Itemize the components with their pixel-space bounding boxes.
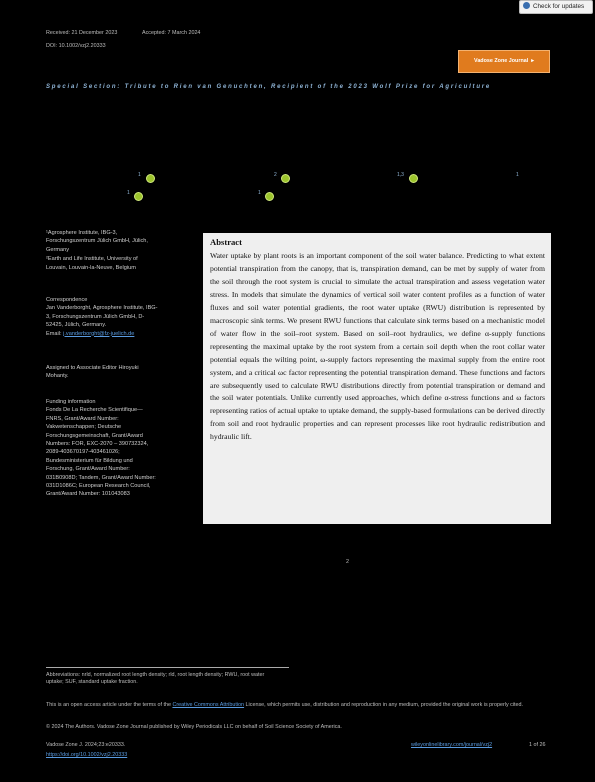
affiliation-marker: 1 <box>516 172 519 178</box>
copyright: © 2024 The Authors. Vadose Zone Journal published by Wiley Periodicals LLC on behalf of Soil Science Society of America. <box>46 724 342 730</box>
journal-site-link[interactable]: wileyonlinelibrary.com/journal/vzj2 <box>411 742 493 748</box>
abstract-title: Abstract <box>210 237 242 247</box>
assigned-editor: Assigned to Associate Editor Hiroyuki Mohanty. <box>46 365 139 380</box>
accepted-date: Accepted: 7 March 2024 <box>142 30 201 36</box>
affiliation-1: ¹Agrosphere Institute, IBG-3, Forschungszentrum Jülich GmbH, Jülich, Germany <box>46 230 148 253</box>
journal-badge-label: Vadose Zone Journal <box>474 58 529 64</box>
affiliation-marker: 2 <box>274 172 277 178</box>
funding-body: Fonds De La Recherche Scientifique—FNRS, Grant/Award Number: Vakwetenschappen; Deutsche Forschungsgemeinschaft, Grant/Award Numbers: FOR, EXC-2070 – 390732324, 2089-403670197-403461026; Bundesministerium für Bildung und Forschung, Grant/Award Number: 031B0908D; Tandem, Grant/Award Number: 031D1086C; European Research Council, Grant/Award Number: 101043083 <box>46 407 156 498</box>
correspondence-body: Jan Vanderborght, Agrosphere Institute, IBG-3, Forschungszentrum Jülich GmbH, D-52425, Jülich, Germany. <box>46 305 158 329</box>
orcid-icon[interactable] <box>146 174 155 183</box>
update-icon <box>523 2 530 9</box>
funding-block <box>46 398 158 499</box>
orcid-icon[interactable] <box>409 174 418 183</box>
license-pre: This is an open access article under the terms of the <box>46 702 173 708</box>
check-for-updates-button[interactable] <box>519 0 593 14</box>
article-doi-link[interactable]: https://doi.org/10.1002/vzj2.20333 <box>46 752 128 758</box>
affiliation-marker: 1,3 <box>397 172 404 178</box>
footnote-divider <box>46 667 289 668</box>
journal-citation: Vadose Zone J. 2024;23:e20333. <box>46 742 126 748</box>
license-link[interactable]: Creative Commons Attribution <box>172 702 245 708</box>
check-updates-label: Check for updates <box>533 3 585 10</box>
journal-badge[interactable]: Vadose Zone Journal ▸ <box>458 50 550 73</box>
license-text <box>46 702 551 709</box>
correspondence-block <box>46 296 158 338</box>
affiliation-marker: 1 <box>258 190 261 196</box>
footnote-marker: 2 <box>346 559 349 565</box>
funding-heading: Funding information <box>46 399 96 405</box>
affiliation-marker: 1 <box>127 190 130 196</box>
doi-top: DOI: 10.1002/vzj2.20333 <box>46 43 106 49</box>
email-link[interactable]: j.vanderborght@fz-juelich.de <box>63 330 135 337</box>
special-section-banner: Special Section: Tribute to Rien van Genuchten, Recipient of the 2023 Wolf Prize for Agriculture <box>46 84 492 90</box>
page-number: 1 of 26 <box>529 742 546 748</box>
abstract-box <box>203 233 551 524</box>
affiliation-2: ²Earth and Life Institute, University of Louvain, Louvain-la-Neuve, Belgium <box>46 256 138 271</box>
abstract-text: Water uptake by plant roots is an important component of the soil water balance. Predicting to what extent potential transpiration from the canopy, that is, transpiration demand, can be met by supply of water from the soil through the root system is crucial to simulate the actual transpiration and assess vegetation water stress. In models that simulate the dynamics of vertical soil water content profiles as a function of water fluxes and soil water potential gradients, the root water uptake (RWU) distribution is represented by macroscopic sink terms. We present RWU functions that calculate sink terms based on a mechanistic model of water flow in the soil–root system. Based on soil–root hydraulics, we define α-supply functions representing the maximal uptake by the root system from a certain soil depth when the root collar water potential equals the wilting point, ω-supply factors representing the maximal supply from the entire root system, and a critical ωc factor representing the potential transpiration demand. These functions and factors are subsequently used to calculate RWU distributions directly from potential transpiration or demand and the soil water potentials. Unlike currently used approaches, which define α-stress functions and ω factors representing ratios of actual uptake to uptake demand, the supply-based formulations can be derived directly from soil and root hydraulic properties and can represent processes like root hydraulic redistribution and hydraulic lift. <box>210 251 545 442</box>
orcid-icon[interactable] <box>134 192 143 201</box>
correspondence-email-row <box>46 330 158 338</box>
affiliations <box>46 229 158 272</box>
email-label: Email: <box>46 330 64 337</box>
received-date: Received: 21 December 2023 <box>46 30 118 36</box>
orcid-icon[interactable] <box>281 174 290 183</box>
license-post: License, which permits use, distribution and reproduction in any medium, provided the original work is properly cited. <box>244 702 524 708</box>
orcid-icon[interactable] <box>265 192 274 201</box>
abbreviations: Abbreviations: nrld, normalized root length density; rld, root length density; RWU, root water uptake; SUF, standard uptake fraction. <box>46 672 265 685</box>
correspondence-heading: Correspondence <box>46 297 88 303</box>
affiliation-marker: 1 <box>138 172 141 178</box>
